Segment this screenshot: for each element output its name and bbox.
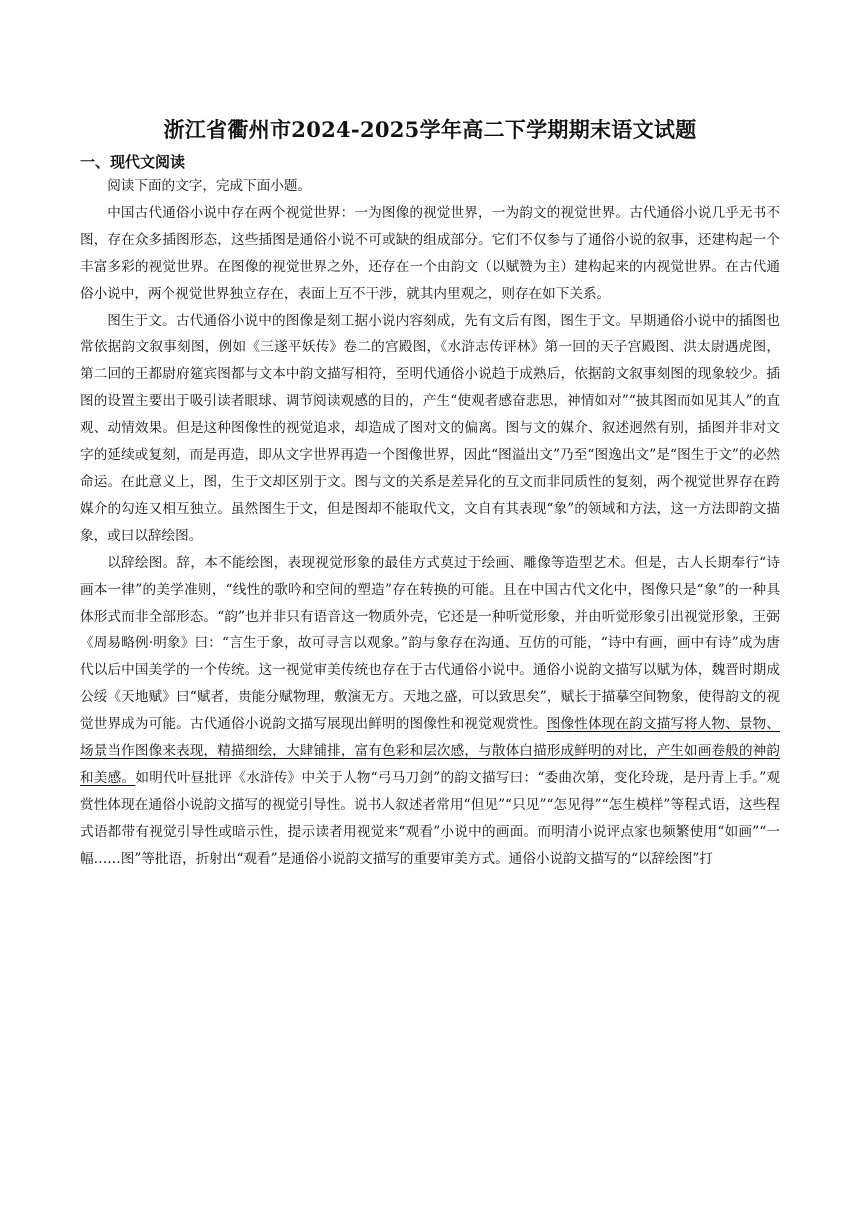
- document-title: 浙江省衢州市2024-2025学年高二下学期期末语文试题: [163, 117, 697, 142]
- paragraph-1: 中国古代通俗小说中存在两个视觉世界：一为图像的视觉世界，一为韵文的视觉世界。古代通俗小说几乎无书不图，存在众多插图形态，这些插图是通俗小说不可或缺的组成部分。它们不仅参与了通俗小说的叙事，还建构起一个丰富多彩的视觉世界。在图像的视觉世界之外，还存在一个由韵文（以赋赞为主）建构起来的内视觉世界。在古代通俗小说中，两个视觉世界独立存在，表面上互不干涉，就其内里观之，则存在如下关系。: [80, 204, 780, 302]
- underlined-sentence: 图像性体现在韵文描写将人物、景物、场景当作图像来表现，精描细绘，大肆铺排，富有色彩和层次感，与散体白描形成鲜明的对比，产生如画卷般的神韵和美感。: [80, 716, 781, 786]
- paragraph-3-text-after: 如明代叶昼批评《水浒传》中关于人物“弓马刀剑”的韵文描写曰：“委曲次第，变化玲珑，是丹青上手。”观赏性体现在通俗小说韵文描写的视觉引导性。说书人叙述者常用“但见”“只见”“怎见得”“怎生模样”等程式语，这些程式语都带有视觉引导性或暗示性，提示读者用视觉来“观看”小说中的画面。而明清小说评点家也频繁使用“如画”“一幅……图”等批语，折射出“观看”是通俗小说韵文描写的重要审美方式。通俗小说韵文描写的“以辞绘图”打: [80, 769, 781, 867]
- instruction-paragraph: 阅读下面的文字，完成下面小题。: [107, 178, 312, 194]
- paragraph-3: [80, 550, 780, 873]
- paragraph-2: 图生于文。古代通俗小说中的图像是刻工据小说内容刻成，先有文后有图，图生于文。早期通俗小说中的插图也常依据韵文叙事刻图，例如《三遂平妖传》卷二的宫殿图，《水浒志传评林》第一回的天子宫殿图、洪太尉遇虎图，第二回的王都尉府筵宾图都与文本中韵文描写相符，至明代通俗小说趋于成熟后，依据韵文叙事刻图的现象较少。插图的设置主要出于吸引读者眼球、调节阅读观感的目的，产生“使观者感奋悲思，神情如对”“披其图而如见其人”的直观、动情效果。但是这种图像性的视觉追求，却造成了图对文的偏离。图与文的媒介、叙述迥然有别，插图并非对文字的延续或复刻，而是再造，即从文字世界再造一个图像世界，因此“图溢出文”乃至“图逸出文”是“图生于文”的必然命运。在此意义上，图，生于文却区别于文。图与文的关系是差异化的互文而非同质性的复刻，两个视觉世界存在跨媒介的勾连又相互独立。虽然图生于文，但是图却不能取代文，文自有其表现“象”的领域和方法，这一方法即韵文描象，或曰以辞绘图。: [80, 312, 780, 544]
- article-body: [80, 173, 780, 873]
- section-heading: 一、现代文阅读: [80, 153, 186, 171]
- paragraph-3-text-before: 以辞绘图。辞，本不能绘图，表现视觉形象的最佳方式莫过于绘画、雕像等造型艺术。但是，古人长期奉行“诗画本一律”的美学准则，“线性的歌吟和空间的塑造”存在转换的可能。且在中国古代文化中，图像只是“象”的一种具体形式而非全部形态。“韵”也并非只有语音这一物质外壳，它还是一种听觉形象，并由听觉形象引出视觉形象，王弼《周易略例·明象》曰：“言生于象，故可寻言以观象。”韵与象存在沟通、互仿的可能，“诗中有画，画中有诗”成为唐代以后中国美学的一个传统。这一视觉审美传统也存在于古代通俗小说中。通俗小说韵文描写以赋为体，魏晋时期成公绥《天地赋》曰“赋者，贵能分赋物理，敷演无方。天地之盛，可以致思矣”，赋长于描摹空间物象，使得韵文的视觉世界成为可能。古代通俗小说韵文描写展现出鲜明的图像性和视觉观赏性。: [80, 554, 780, 733]
